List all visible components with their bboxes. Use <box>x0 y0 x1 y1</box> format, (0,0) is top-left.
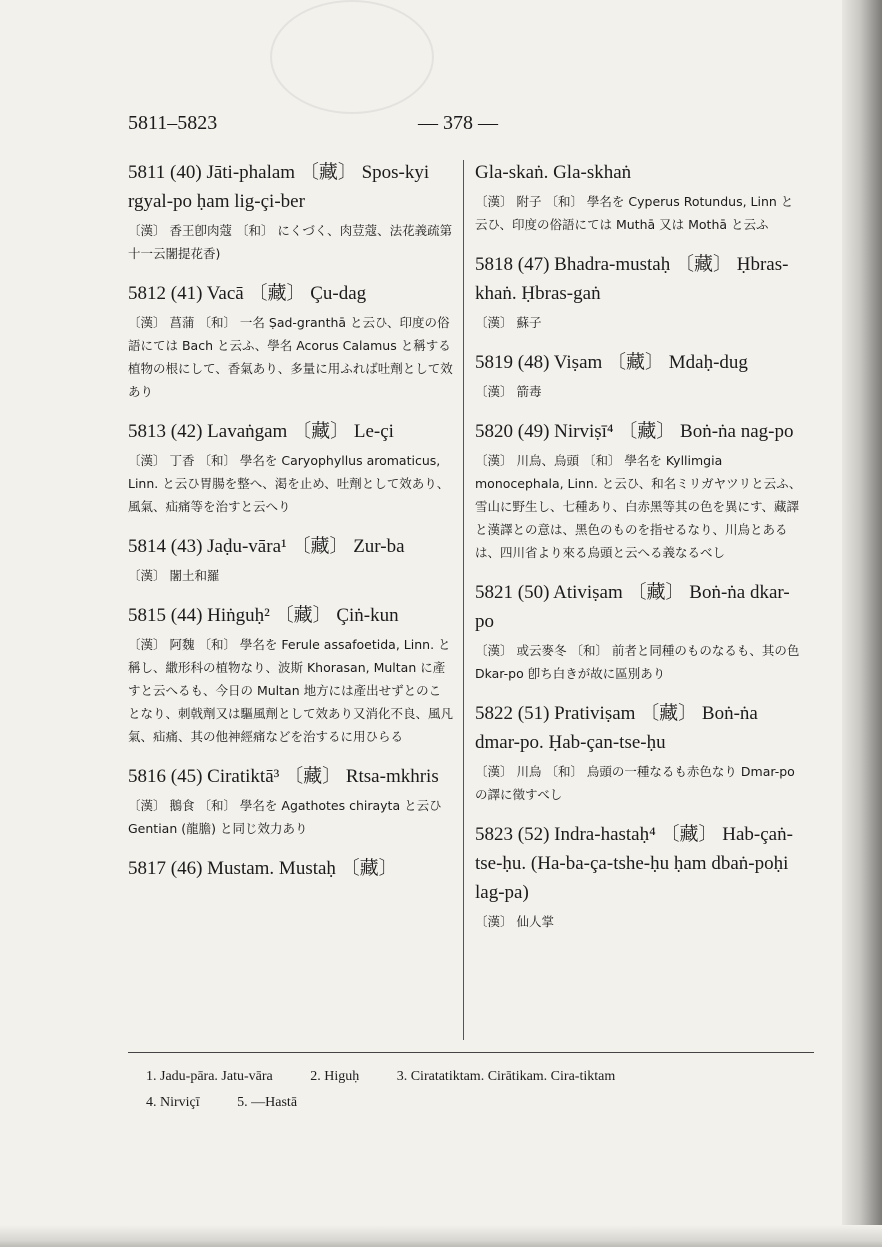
entry-5823 <box>475 820 805 933</box>
left-column <box>128 158 453 897</box>
page-number: — 378 — <box>418 112 498 134</box>
entry-head: 5821 (50) Ativiṣam 〔藏〕 Boṅ-ṅa dkar-po <box>475 582 790 632</box>
entry-head: 5817 (46) Mustam. Mustaḥ 〔藏〕 <box>128 858 398 879</box>
entry-5817-cont <box>475 158 805 236</box>
entry-5817 <box>128 854 453 883</box>
entry-head: 5813 (42) Lavaṅgam 〔藏〕 Le-çi <box>128 421 394 442</box>
entry-5815 <box>128 601 453 748</box>
entry-head: 5822 (51) Prativiṣam 〔藏〕 Boṅ-ṅa dmar-po. Ḥab-çan-tse-ḥu <box>475 703 758 753</box>
footnote-5: 5. —Hastā <box>237 1095 298 1110</box>
entry-5814 <box>128 532 453 587</box>
entry-5816 <box>128 762 453 840</box>
entry-head: 5819 (48) Viṣam 〔藏〕 Mdaḥ-dug <box>475 352 748 373</box>
entry-5818 <box>475 250 805 334</box>
entry-body: 〔漢〕 丁香 〔和〕 學名を Caryophyllus aromaticus, Linn. と云ひ胃腸を整へ、渇を止め、吐劑として效あり、風氣、疝痛等を治すと云へり <box>128 453 450 514</box>
entry-5822 <box>475 699 805 806</box>
entry-body: 〔漢〕 香王卽肉蔻 〔和〕 にくづく、肉荳蔻、法花義疏第十一云闍提花香) <box>128 223 453 261</box>
footnote-3: 3. Ciratatiktam. Cirātikam. Cira-tiktam <box>396 1069 616 1084</box>
entry-head: 5823 (52) Indra-hastaḥ⁴ 〔藏〕 Hab-çaṅ-tse-ḥu. (Ha-ba-ça-tshe-ḥu ḥam dbaṅ-poḥi lag-pa) <box>475 824 793 903</box>
page-edge-shadow <box>842 0 882 1247</box>
entry-head: 5820 (49) Nirviṣī⁴ 〔藏〕 Boṅ-ṅa nag-po <box>475 421 794 442</box>
entry-body: 〔漢〕 或云麥冬 〔和〕 前者と同種のものなるも、其の色 Dkar-po 卽ち白きが故に區別あり <box>475 643 800 681</box>
entry-body: 〔漢〕 川烏 〔和〕 烏頭の一種なるも赤色なり Dmar-po の譯に徵すべし <box>475 764 795 802</box>
footnote-divider <box>128 1052 814 1053</box>
footnote-4: 4. Nirviçī <box>146 1095 200 1110</box>
entry-5812 <box>128 279 453 403</box>
entry-head: 5814 (43) Jaḍu-vāra¹ 〔藏〕 Zur-ba <box>128 536 405 557</box>
entry-body: 〔漢〕 蘇子 <box>475 315 542 330</box>
entry-body: 〔漢〕 菖蒲 〔和〕 一名 Ṣad-granthā と云ひ、印度の俗語にては Bach と云ふ、學名 Acorus Calamus と稱する植物の根にして、香氣あり、多量に用ふれば吐劑として效あり <box>128 315 453 399</box>
entry-body: 〔漢〕 川烏、烏頭 〔和〕 學名を Kyllimgia monocephala, Linn. と云ひ、和名ミリガヤツリと云ふ、雪山に野生し、七種あり、白赤黑等其の色を異にす、藏譯と漢譯との意は、黑色のものを指せるなり、川烏とあるは、四川省より來る烏頭と云へる義なるべし <box>475 453 802 560</box>
entry-body: 〔漢〕 附子 〔和〕 學名を Cyperus Rotundus, Linn と云ひ、印度の俗語にては Muthā 又は Mothā と云ふ <box>475 194 794 232</box>
entry-body: 〔漢〕 闍土和羅 <box>128 568 220 583</box>
right-column <box>475 158 805 947</box>
entry-5821 <box>475 578 805 685</box>
entry-5811 <box>128 158 453 265</box>
entry-head: 5812 (41) Vacā 〔藏〕 Çu-dag <box>128 283 367 304</box>
entry-5813 <box>128 417 453 518</box>
column-divider <box>463 160 464 1040</box>
entry-range: 5811–5823 <box>128 112 218 134</box>
bottom-edge-shadow <box>0 1225 882 1247</box>
footnote-2: 2. Higuḥ <box>310 1069 360 1084</box>
entry-5819 <box>475 348 805 403</box>
entry-body: 〔漢〕 鵝食 〔和〕 學名を Agathotes chirayta と云ひ Gentian (龍膽) と同じ效力あり <box>128 798 442 836</box>
footnote-1: 1. Jadu-pāra. Jatu-vāra <box>146 1069 273 1084</box>
entry-body: 〔漢〕 阿魏 〔和〕 學名を Ferule assafoetida, Linn. と稱し、繖形科の植物なり、波斯 Khorasan, Multan に產すと云へるも、今日の Multan 地方には產出せずとのことなり、刺戟劑又は驅風劑として效あり又消化不良、風凡氣、疝痛、其の他神經痛などを治するに用ひらる <box>128 637 454 744</box>
faded-stamp <box>270 0 434 114</box>
entry-head: Gla-skaṅ. Gla-skhaṅ <box>475 162 632 183</box>
entry-head: 5818 (47) Bhadra-mustaḥ 〔藏〕 Ḥbras-khaṅ. Ḥbras-gaṅ <box>475 254 789 304</box>
entry-body: 〔漢〕 仙人掌 <box>475 914 554 929</box>
entry-5820 <box>475 417 805 564</box>
entry-head: 5811 (40) Jāti-phalam 〔藏〕 Spos-kyi rgyal-po ḥam lig-çi-ber <box>128 162 430 212</box>
entry-head: 5816 (45) Ciratiktā³ 〔藏〕 Rtsa-mkhris <box>128 766 439 787</box>
entry-head: 5815 (44) Hiṅguḥ² 〔藏〕 Çiṅ-kun <box>128 605 399 626</box>
entry-body: 〔漢〕 箭毒 <box>475 384 542 399</box>
footnotes <box>146 1064 826 1116</box>
